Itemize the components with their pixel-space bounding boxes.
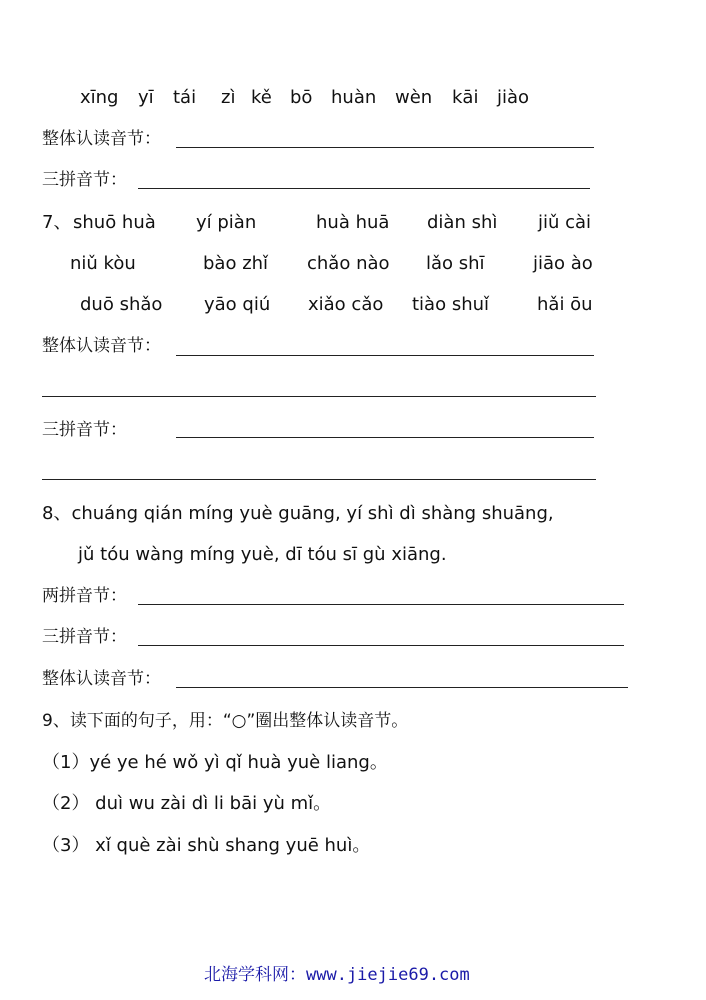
pinyin-word: yī bbox=[138, 87, 154, 108]
pinyin-word: lǎo shī bbox=[426, 253, 485, 274]
answer-line[interactable] bbox=[176, 147, 594, 148]
pinyin-word: zì bbox=[221, 87, 236, 108]
answer-line[interactable] bbox=[176, 355, 594, 356]
poem-line-1: 8、chuáng qián míng yuè guāng, yí shì dì shàng shuāng, bbox=[42, 503, 554, 524]
label-sanpin: 三拼音节： bbox=[42, 627, 127, 647]
question-9-title: 9、读下面的句子，用：“○”圈出整体认读音节。 bbox=[42, 711, 409, 731]
label-sanpin: 三拼音节： bbox=[42, 420, 127, 440]
pinyin-word: huàn bbox=[331, 87, 377, 108]
pinyin-word: wèn bbox=[395, 87, 433, 108]
pinyin-word: bō bbox=[290, 87, 313, 108]
answer-line[interactable] bbox=[42, 479, 596, 480]
pinyin-word: chǎo nào bbox=[307, 253, 390, 274]
pinyin-word: kāi bbox=[452, 87, 479, 108]
pinyin-word: huà huā bbox=[316, 212, 390, 233]
pinyin-word: tái bbox=[173, 87, 197, 108]
pinyin-word: jiào bbox=[497, 87, 530, 108]
label-zhengti: 整体认读音节： bbox=[42, 336, 161, 356]
pinyin-word: kě bbox=[251, 87, 272, 108]
pinyin-word: jiǔ cài bbox=[538, 212, 592, 233]
sentence-2: （2） duì wu zài dì li bāi yù mǐ。 bbox=[42, 793, 332, 814]
answer-line[interactable] bbox=[138, 604, 624, 605]
sentence-3: （3） xǐ què zài shù shang yuē huì。 bbox=[42, 835, 371, 856]
footer-site: 北海学科网： bbox=[204, 965, 306, 985]
poem-line-2: jǔ tóu wàng míng yuè, dī tóu sī gù xiāng. bbox=[78, 544, 447, 565]
answer-line[interactable] bbox=[176, 687, 628, 688]
footer-url[interactable]: www.jiejie69.com bbox=[306, 965, 470, 985]
pinyin-word: yāo qiú bbox=[204, 294, 271, 315]
pinyin-word: xiǎo cǎo bbox=[308, 294, 384, 315]
pinyin-word: hǎi ōu bbox=[537, 294, 593, 315]
pinyin-word: niǔ kòu bbox=[70, 253, 136, 274]
answer-line[interactable] bbox=[176, 437, 594, 438]
pinyin-word: duō shǎo bbox=[80, 294, 163, 315]
answer-line[interactable] bbox=[42, 396, 596, 397]
pinyin-word: bào zhǐ bbox=[203, 253, 269, 274]
pinyin-word: xīng bbox=[80, 87, 119, 108]
pinyin-word: yí piàn bbox=[196, 212, 257, 233]
label-zhengti: 整体认读音节： bbox=[42, 129, 161, 149]
pinyin-word: jiāo ào bbox=[533, 253, 593, 274]
sentence-1: （1）yé ye hé wǒ yì qǐ huà yuè liang。 bbox=[42, 752, 388, 773]
label-zhengti: 整体认读音节： bbox=[42, 669, 161, 689]
footer bbox=[204, 967, 470, 984]
pinyin-word: shuō huà bbox=[73, 212, 156, 233]
answer-line[interactable] bbox=[138, 645, 624, 646]
answer-line[interactable] bbox=[138, 188, 590, 189]
label-sanpin: 三拼音节： bbox=[42, 170, 127, 190]
pinyin-word: diàn shì bbox=[427, 212, 498, 233]
pinyin-word: tiào shuǐ bbox=[412, 294, 490, 315]
label-liangpin: 两拼音节： bbox=[42, 586, 127, 606]
question-number: 7、 bbox=[42, 212, 72, 233]
